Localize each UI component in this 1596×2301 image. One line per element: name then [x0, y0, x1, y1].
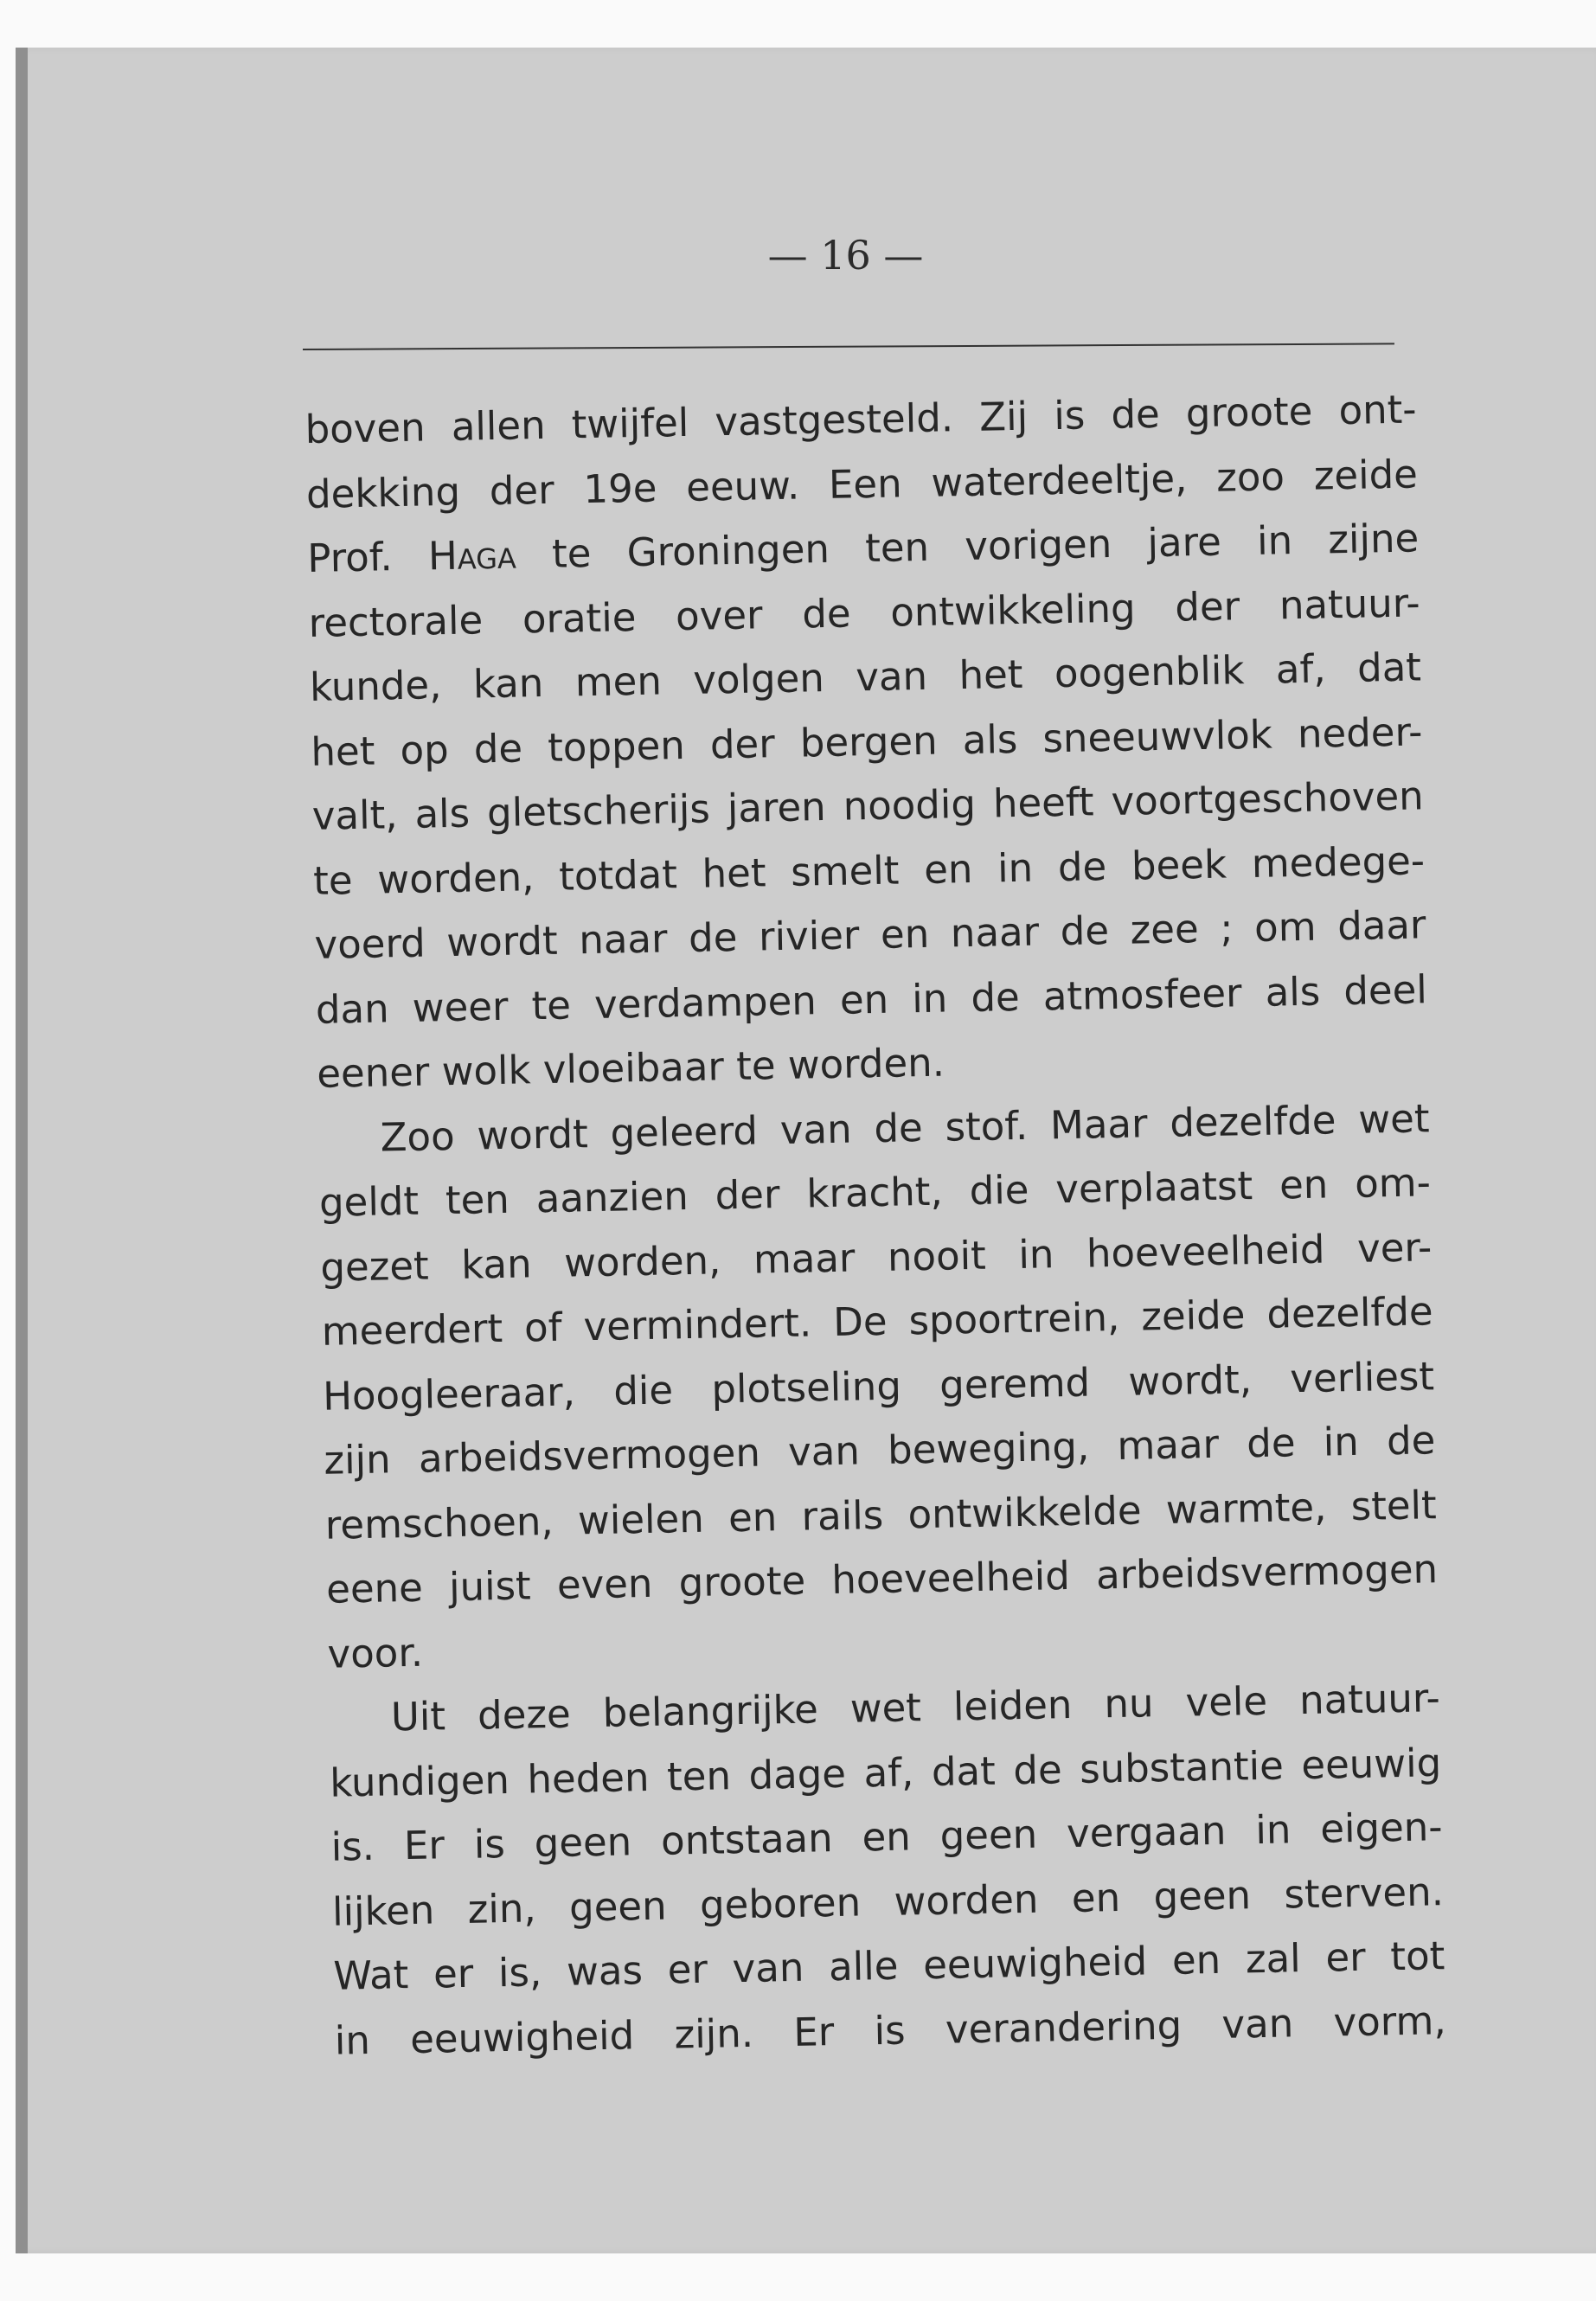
text-line: Hoogleeraar, die plotseling geremd wordt, verliest [322, 1352, 1435, 1420]
text-line: zijn arbeidsvermogen van beweging, maar de in de [324, 1417, 1436, 1484]
text-line: geldt ten aanzien der kracht, die verplaatst en om- [318, 1159, 1432, 1226]
text-line: eener wolk vloeibaar te worden. [316, 1039, 945, 1097]
page-number: — 16 — [767, 232, 924, 279]
text-line: lijken zin, geen geboren worden en geen sterven. [331, 1868, 1445, 1935]
text-line: te worden, totdat het smelt en in de beek medege- [312, 836, 1426, 904]
text-line: valt, als gletscherijs jaren noodig heeft voortgeschoven [311, 772, 1425, 839]
text-line: remschoen, wielen en rails ontwikkelde warmte, stelt [324, 1481, 1438, 1548]
text-line-part: te Groningen ten vorigen jare in zijne [516, 515, 1420, 578]
text-line: dekking der 19e eeuw. Een waterdeeltje, zoo zeide [305, 450, 1419, 517]
page-binding-edge [16, 48, 28, 2253]
text-line: rectorale oratie over de ontwikkeling der natuur- [308, 579, 1421, 646]
text-line: kundigen heden ten dage af, dat de substantie eeuwig [329, 1739, 1442, 1806]
text-line: het op de toppen der bergen als sneeuwvlok neder- [311, 708, 1423, 775]
text-line: Wat er is, was er van alle eeuwigheid en zal er tot [332, 1932, 1445, 1999]
text-line: voor. [327, 1629, 424, 1677]
text-line: dan weer te verdampen en in de atmosfeer als deel [315, 965, 1428, 1033]
author-name-haga: Haga [427, 531, 517, 580]
body-text [304, 377, 1446, 2073]
text-line: gezet kan worden, maar nooit in hoeveelheid ver- [319, 1223, 1433, 1291]
text-line: is. Er is geen ontstaan en geen vergaan in eigen- [330, 1804, 1443, 1870]
text-line: Uit deze belangrijke wet leiden nu vele natuur- [390, 1675, 1441, 1740]
text-line: Zoo wordt geleerd van de stof. Maar dezelfde wet [380, 1094, 1430, 1161]
text-line: kunde, kan men volgen van het oogenblik af, dat [309, 644, 1422, 710]
text-line: boven allen twijfel vastgesteld. Zij is de groote ont- [304, 386, 1417, 452]
text-line: in eeuwigheid zijn. Er is verandering van vorm, [334, 1997, 1447, 2064]
text-line: voerd wordt naar de rivier en naar de zee ; om daar [314, 901, 1426, 968]
text-line: meerdert of vermindert. De spoortrein, zeide dezelfde [321, 1288, 1434, 1355]
text-line-part: Prof. [306, 533, 429, 581]
text-line: eene juist even groote hoeveelheid arbeidsvermogen [325, 1546, 1439, 1612]
